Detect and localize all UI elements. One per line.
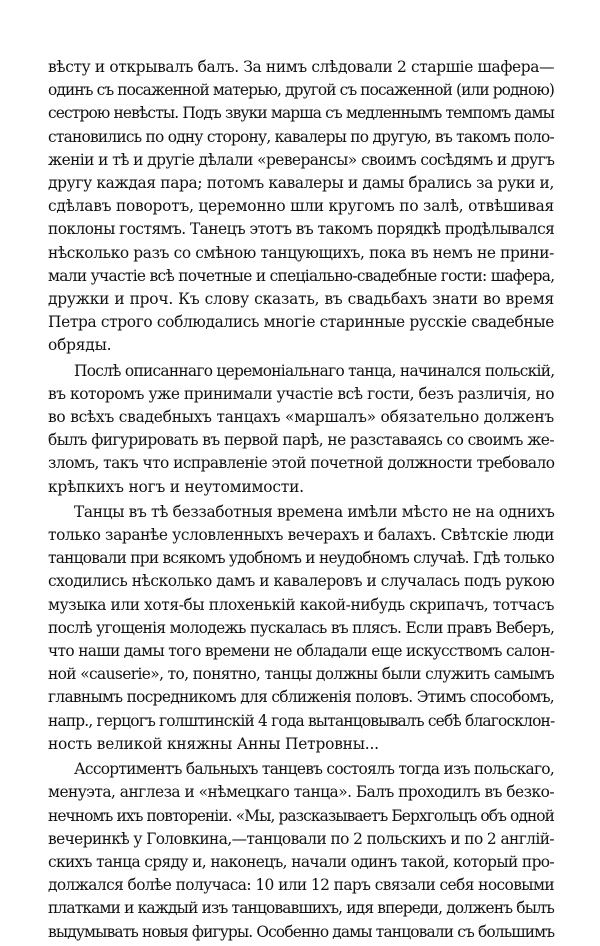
- text-line: музыка или хотя-бы плохенькiй какой-нибудь скрипачъ, тотчасъ: [48, 595, 555, 614]
- text-line: должался болѣе получаса: 10 или 12 паръ связали себя носовыми: [48, 876, 554, 895]
- text-line: вѣсту и открывалъ балъ. За нимъ слѣдовали 2 старшiе шафера—: [48, 58, 555, 76]
- document-page: [48, 56, 554, 946]
- text-line: обряды.: [48, 336, 112, 355]
- text-line: сестрою невѣсты. Подъ звуки марша съ медленнымъ темпомъ дамы: [48, 104, 554, 123]
- paragraph-1: [48, 56, 554, 358]
- text-line: становились по одну сторону, кавалеры по другую, въ такомъ поло-: [48, 127, 554, 146]
- text-line: ной «causerie», то, понятно, танцы должны были служить самымъ: [48, 665, 555, 684]
- text-line: дружки и проч. Къ слову сказать, въ свадьбахъ знати во время: [48, 290, 554, 309]
- text-line: другу каждая пара; потомъ кавалеры и дамы брались за руки и,: [48, 174, 555, 193]
- text-line: что наши дамы того времени не обладали еще искусствомъ салон-: [48, 642, 555, 661]
- paragraph-4: [48, 758, 554, 944]
- paragraph-2: [48, 360, 554, 499]
- text-line: въ которомъ уже принимали участiе всѣ гости, безъ различiя, но: [48, 384, 555, 403]
- text-line: зломъ, такъ что исправленiе этой почетной должности требовало: [48, 454, 555, 473]
- text-line: во всѣхъ свадебныхъ танцахъ «маршалъ» обязательно долженъ: [48, 408, 554, 427]
- text-line: мали участiе всѣ почетные и спецiально-свадебные гости: шафера,: [48, 266, 555, 285]
- text-line: Послѣ описаннаго церемонiальнаго танца, начинался польскiй,: [74, 361, 555, 380]
- text-line: главнымъ посредникомъ для сближенiя половъ. Этимъ способомъ,: [48, 688, 554, 707]
- text-line: крѣпкихъ ногъ и неутомимости.: [48, 477, 304, 496]
- text-line: выдумывать новыя фигуры. Особенно дамы танцовали съ большимъ: [48, 922, 555, 941]
- text-line: платками и каждый изъ танцовавшихъ, идя впереди, долженъ былъ: [48, 899, 554, 918]
- text-line: нечномъ ихъ повторенiи. «Мы, разсказываетъ Берхгольцъ объ одной: [48, 806, 554, 825]
- text-line: сдѣлавъ поворотъ, церемонно шли кругомъ по залѣ, отвѣшивая: [48, 197, 555, 216]
- text-line: одинъ съ посаженной матерью, другой съ посаженной (или родною): [48, 81, 554, 100]
- text-line: скихъ танца сряду и, наконецъ, начали одинъ такой, который про-: [48, 852, 554, 871]
- text-line: былъ фигурировать въ первой парѣ, не разставаясь со своимъ же-: [48, 431, 554, 450]
- text-line: напр., герцогъ голштинскiй 4 года вытанцовывалъ себѣ благосклон-: [48, 711, 555, 730]
- text-line: вечеринкѣ у Головкина,—танцовали по 2 польскихъ и по 2 англiй-: [48, 829, 554, 848]
- text-line: послѣ угощенiя молодежь пускалась въ плясъ. Если правъ Веберъ,: [48, 618, 555, 637]
- text-line: женiи и тѣ и другiе дѣлали «реверансы» своимъ сосѣдямъ и другъ: [48, 150, 555, 169]
- text-line: поклоны гостямъ. Танецъ этотъ въ такомъ порядкѣ продѣлывался: [48, 220, 555, 239]
- text-line: Ассортиментъ бальныхъ танцевъ состоялъ тогда изъ польскаго,: [74, 760, 554, 779]
- text-line: танцовали при всякомъ удобномъ и неудобномъ случаѣ. Гдѣ только: [48, 549, 554, 568]
- text-line: Танцы въ тѣ беззаботныя времена имѣли мѣсто не на однихъ: [74, 502, 555, 521]
- text-line: нѣсколько разъ со смѣною танцующихъ, пока въ немъ не прини-: [48, 243, 554, 262]
- text-line: сходились нѣсколько дамъ и кавалеровъ и случалась подъ рукою: [48, 572, 555, 591]
- paragraph-3: [48, 501, 554, 756]
- text-line: менуэта, англеза и «нѣмецкаго танца». Балъ проходилъ въ безко-: [48, 783, 554, 802]
- text-line: ность великой княжны Анны Петровны...: [48, 734, 379, 753]
- text-line: только заранѣе условленныхъ вечерахъ и балахъ. Свѣтскiе люди: [48, 526, 554, 545]
- text-line: Петра строго соблюдались многiе старинные русскiе свадебные: [48, 313, 554, 332]
